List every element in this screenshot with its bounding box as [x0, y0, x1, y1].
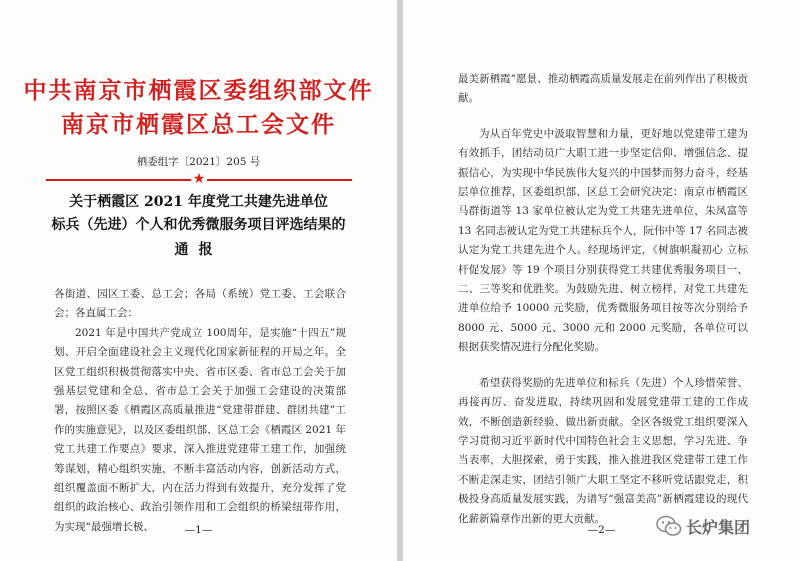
body-paragraph: 2021 年是中国共产党成立 100周年，是实施“十四五”规划、开启全面建设社会主义现代化国家新征程的开局之年。全区党工组织积极贯彻落实中央、省市区委、省市总工会关于加强基层党建和全总、省市总工会关于加强工会建设的决策部署，按照区委《栖霞区高质量推进“党建带群建、群团共建”工作的实施意见》，以及区委组织部、区总工会《栖霞区 2021 年党工共建工作要点》要求，深入推进党建带工建工作，加强统筹谋划，精心组织实施，不断丰富活动内容，创新活动方式，组织覆盖面不断扩大，内在活力得到有效提升，充分发挥了党组织的政治核心、政治引领作用和工会组织的桥梁纽带作用，为实现“最强增长极、 [54, 326, 346, 533]
page-number: —2— [587, 524, 616, 536]
star-icon: ★ [192, 171, 206, 187]
document-page-1 [0, 0, 397, 561]
watermark [656, 513, 750, 539]
document-page-2 [403, 0, 800, 561]
red-header-title-1: 中共南京市栖霞区委组织部文件 [23, 77, 374, 104]
red-header-title-2: 南京市栖霞区总工会文件 [61, 111, 336, 138]
wechat-icon [656, 515, 682, 537]
body-paragraph: 希望获得奖励的先进单位和标兵（先进）个人珍惜荣誉、再接再厉、奋发进取，持续巩固和发展党建带工建的工作成效，不断创造新经验、做出新贡献。全区各级党工组织要深入学习贯彻习近平新时代中国特色社会主义思想，学习先进、争当表率，大胆探索，勇于实践，推入推进我区党建带工建工作不断走深走实，团结引领广大职工坚定不移听党话跟党走，积极投身高质量发展实践，为谱写“强富美高”新栖霞建设的现代化薪新篇章作出新的更大贡献。 [458, 376, 748, 525]
page-2-body [458, 70, 748, 529]
notice-heading-line-3: 通报 [174, 242, 223, 258]
page-number: —1— [184, 524, 213, 536]
body-paragraph: 为从百年党史中汲取智慧和力量，更好地以党建带工建为有效抓手，团结动员广大职工进一步坚定信仰、增强信念、提振信心，为实现中华民族伟大复兴的中国梦而努力奋斗，经基层单位推荐，区委组织部、区总工会研究决定：南京市栖霞区马群街道等 13 家单位被认定为党工共建先进单位，朱凤富等 13 名同志被认定为党工共建标兵个人，阮伟中等 17 名同志被认定为党工共建先进个人。经现场评定，《树旗帜凝初心 立标杆促发展》等 19 个项目分别获得党工共建优秀服务项目一、二、三等奖和优胜奖。为鼓励先进、树立榜样，对党工共建先进单位给予 10000 元奖励，优秀微服务项目按等次分别给予 8000 元、5000 元、3000 元和 2000 元奖励，各单位可以根据获奖情况进行分配化奖励。 [458, 127, 748, 354]
notice-heading-line-2: 标兵（先进）个人和优秀微服务项目评选结果的 [51, 217, 346, 233]
document-number: 栖委组字〔2021〕205 号 [136, 156, 261, 168]
notice-heading-line-1: 关于栖霞区 2021 年度党工共建先进单位 [69, 194, 328, 210]
addressee: 各街道、园区工委、总工会；各局（系统）党工委、工会联合会；各直属工会： [54, 288, 346, 320]
page-1-body [54, 285, 346, 537]
body-paragraph: 最美新栖霞”愿景、推动栖霞高质量发展走在前列作出了积极贡献。 [458, 73, 748, 105]
red-divider-left [46, 179, 191, 181]
red-divider-right [207, 179, 352, 181]
watermark-text: 长炉集团 [686, 517, 751, 537]
